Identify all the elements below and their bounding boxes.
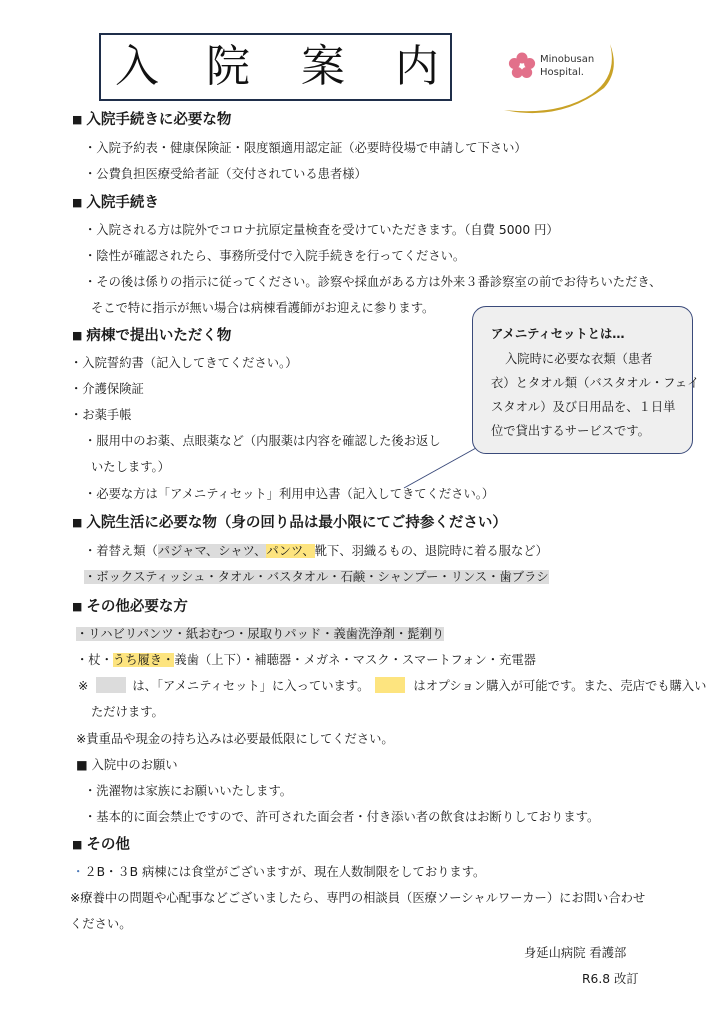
text-line: ・必要な方は「アメニティセット」利用申込書（記入してきてください。）	[84, 487, 495, 501]
logo-text-line2: Hospital.	[540, 67, 584, 78]
text-line: ・入院誓約書（記入してきてください。）	[70, 356, 298, 370]
callout-text: 衣）とタオル類（バスタオル・フェイ	[491, 376, 700, 390]
title-char: 案	[301, 41, 345, 92]
text-line: ※ は、「アメニティセット」に入っています。 はオプション購入が可能です。また、売店でも購入い	[78, 679, 707, 693]
title-char: 入	[115, 41, 159, 92]
square-bullet-icon: ■	[72, 113, 83, 126]
text-line: ・ボックスティッシュ・タオル・バスタオル・石鹸・シャンプー・リンス・歯ブラシ	[84, 570, 549, 584]
title-char: 院	[206, 41, 250, 92]
text-line: ・お薬手帳	[70, 408, 132, 422]
logo-text-line1: Minobusan	[540, 54, 595, 65]
section-heading: ■ その他	[72, 837, 130, 853]
section-heading: ■ その他必要な方	[72, 599, 188, 615]
section-heading: ■ 入院生活に必要な物（身の回り品は最小限にてご持参ください）	[72, 515, 507, 531]
section-heading: ■ 入院手続きに必要な物	[72, 112, 232, 128]
square-bullet-icon: ■	[72, 196, 83, 209]
text-line: そこで特に指示が無い場合は病棟看護師がお迎えに参ります。	[91, 301, 435, 315]
text-line: ※療養中の問題や心配事などございましたら、専門の相談員（医療ソーシャルワーカー）にお問い合わせ	[70, 891, 646, 905]
yellow-swatch	[375, 677, 405, 693]
text-line: ・入院予約表・健康保険証・限度額適用認定証（必要時役場で申請して下さい）	[84, 141, 527, 155]
text-line: ・２B・３B 病棟には食堂がございますが、現在人数制限をしております。	[72, 865, 486, 879]
sakura-flower-icon	[509, 53, 535, 79]
text-line: ・陰性が確認されたら、事務所受付で入院手続きを行ってください。	[84, 249, 466, 263]
callout-text: スタオル）及び日用品を、１日単	[491, 400, 676, 414]
callout-text: 位で貸出するサービスです。	[491, 424, 650, 438]
title-box	[99, 33, 452, 101]
section-heading: ■ 病棟で提出いただく物	[72, 328, 232, 344]
square-bullet-icon: ■	[72, 838, 83, 851]
text-line: ください。	[70, 917, 132, 931]
callout-text: 入院時に必要な衣類（患者	[505, 352, 653, 366]
hospital-logo	[500, 36, 620, 120]
square-bullet-icon: ■	[72, 600, 83, 613]
text-line: ・服用中のお薬、点眼薬など（内服薬は内容を確認した後お返し	[84, 434, 441, 448]
text-line: ・リハビリパンツ・紙おむつ・尿取りパッド・義歯洗浄剤・髭剃り	[76, 627, 445, 641]
gray-swatch	[96, 677, 126, 693]
text-line: ・杖・うち履き・義歯（上下）・補聴器・メガネ・マスク・スマートフォン・充電器	[76, 653, 536, 667]
text-line: ただけます。	[91, 705, 164, 719]
text-line: ■ 入院中のお願い	[76, 758, 178, 772]
logo-swoosh-icon	[500, 36, 620, 120]
amenity-callout	[472, 306, 700, 454]
text-line: ・着替え類（パジャマ、シャツ、パンツ、靴下、羽織るもの、退院時に着る服など）	[84, 544, 548, 558]
text-line: ・基本的に面会禁止ですので、許可された面会者・付き添い者の飲食はお断りしております。	[84, 810, 600, 824]
square-bullet-icon: ■	[72, 516, 83, 529]
callout-title: アメニティセットとは…	[491, 327, 625, 341]
text-line: ・介護保険証	[70, 382, 144, 396]
title-char: 内	[395, 41, 439, 92]
text-line: ※貴重品や現金の持ち込みは必要最低限にしてください。	[76, 732, 394, 746]
text-line: いたします。）	[91, 460, 170, 474]
department-signature: 身延山病院 看護部	[524, 946, 627, 960]
text-line: ・洗濯物は家族にお願いいたします。	[84, 784, 293, 798]
section-heading: ■ 入院手続き	[72, 195, 159, 211]
revision-date: R6.8 改訂	[582, 972, 639, 986]
text-line: ・公費負担医療受給者証（交付されている患者様）	[84, 167, 367, 181]
text-line: ・その後は係りの指示に従ってください。診察や採血がある方は外来３番診察室の前でお待ちいただき、	[84, 275, 662, 289]
text-line: ・入院される方は院外でコロナ抗原定量検査を受けていただきます。（自費 5000 円）	[84, 223, 559, 237]
square-bullet-icon: ■	[72, 329, 83, 342]
